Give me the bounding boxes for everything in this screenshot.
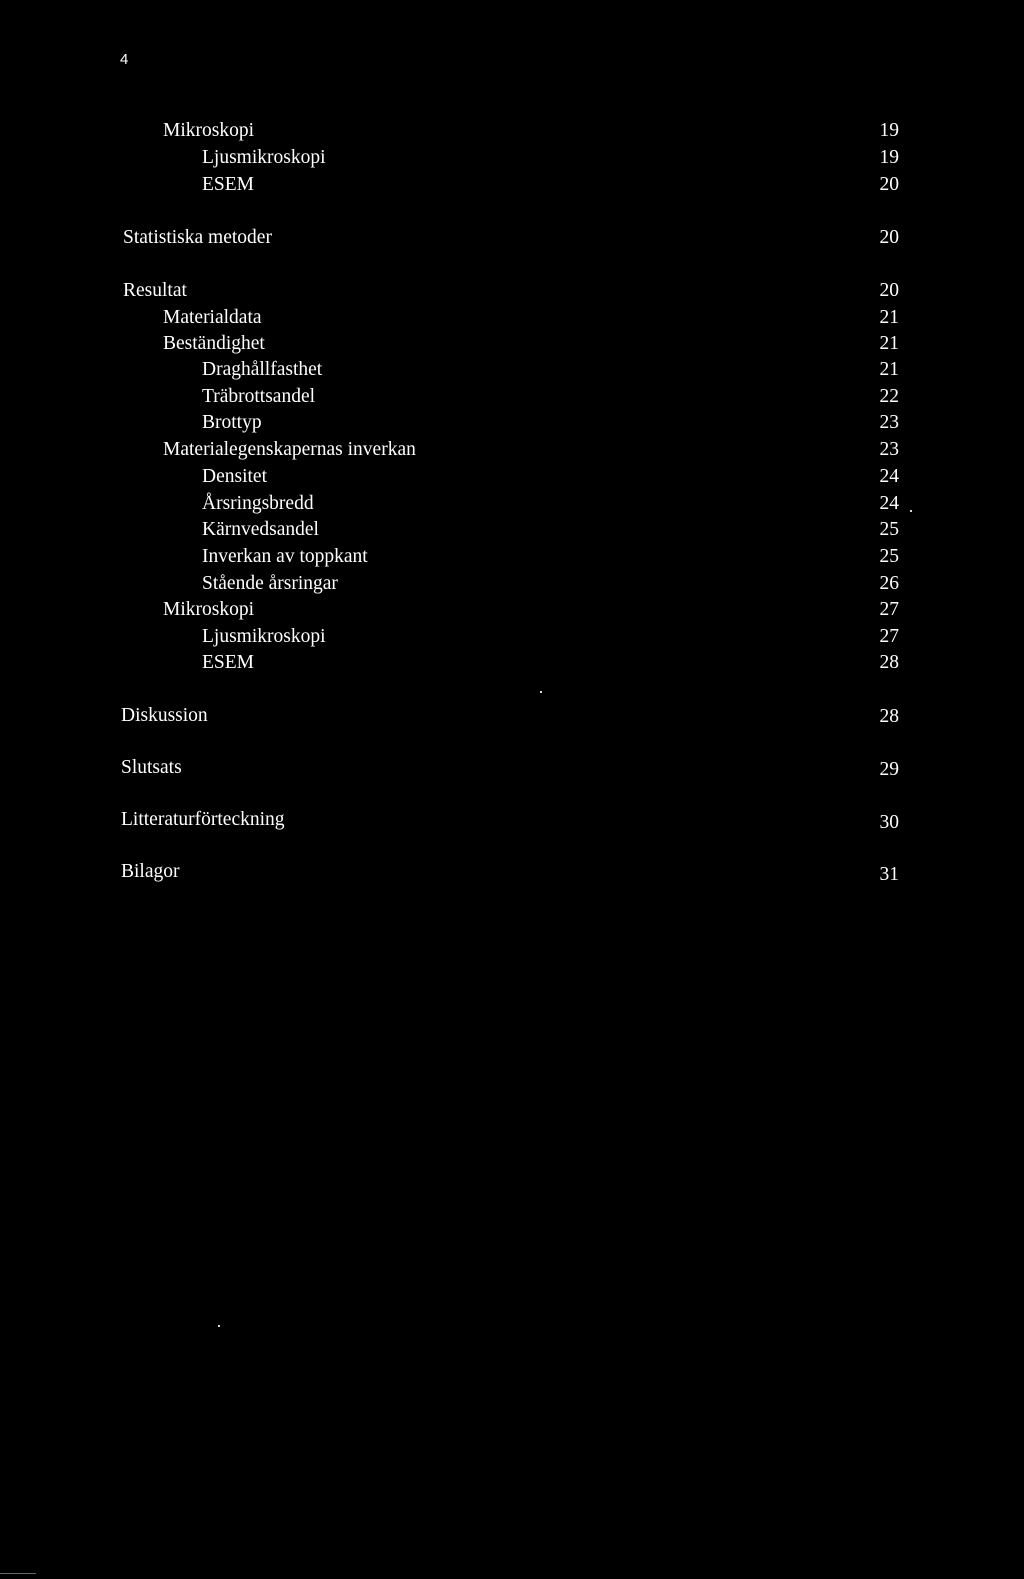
toc-page-number: 28 — [879, 652, 899, 673]
toc-page-number: 31 — [879, 864, 899, 885]
toc-title: Slutsats — [121, 757, 182, 778]
toc-page-number: 27 — [879, 626, 899, 647]
toc-page-number: 21 — [879, 307, 899, 328]
toc-title: Årsringsbredd — [202, 493, 314, 514]
toc-page-number: 24 — [879, 493, 899, 514]
toc-page-number: 21 — [879, 359, 899, 380]
toc-title: Inverkan av toppkant — [202, 546, 368, 567]
toc-page-number: 19 — [879, 147, 899, 168]
toc-title: Träbrottsandel — [202, 386, 316, 407]
toc-title: Litteraturförteckning — [121, 809, 285, 830]
scan-edge-line — [0, 1573, 36, 1574]
toc-page-number: 29 — [879, 759, 899, 780]
toc-page-number: 20 — [879, 280, 899, 301]
toc-title: Ljusmikroskopi — [202, 626, 326, 647]
toc-title: Resultat — [123, 280, 187, 301]
toc-page-number: 28 — [879, 706, 899, 727]
toc-page-number: 24 — [879, 466, 899, 487]
toc-title: ESEM — [202, 652, 255, 673]
toc-title: Draghållfasthet — [202, 359, 323, 380]
toc-page-number: 25 — [879, 546, 899, 567]
toc-page-number: 25 — [879, 519, 899, 540]
toc-page-number: 23 — [879, 412, 899, 433]
toc-page-number: 23 — [879, 439, 899, 460]
toc-title: ESEM — [202, 174, 255, 195]
toc-title: Materialdata — [163, 307, 262, 328]
toc-title: Statistiska metoder — [123, 227, 272, 248]
toc-title: Stående årsringar — [202, 573, 338, 594]
toc-title: Beständighet — [163, 333, 265, 354]
toc-title: Diskussion — [121, 705, 208, 726]
toc-title: Mikroskopi — [163, 120, 255, 141]
toc-title: Densitet — [202, 466, 267, 487]
page-number: 4 — [120, 51, 129, 68]
toc-title: Brottyp — [202, 412, 262, 433]
scan-speck — [218, 1325, 220, 1327]
toc-page-number: 20 — [879, 174, 899, 195]
toc-title: Ljusmikroskopi — [202, 147, 326, 168]
toc-page-number: 21 — [879, 333, 899, 354]
toc-page-number: 30 — [879, 812, 899, 833]
toc-title: Kärnvedsandel — [202, 519, 319, 540]
toc-title: Bilagor — [121, 861, 180, 882]
toc-page-number: 19 — [879, 120, 899, 141]
scan-speck — [910, 510, 912, 512]
scan-speck — [540, 691, 542, 693]
toc-title: Mikroskopi — [163, 599, 255, 620]
toc-title: Materialegenskapernas inverkan — [163, 439, 416, 460]
toc-page-number: 22 — [879, 386, 899, 407]
toc-page-number: 20 — [879, 227, 899, 248]
toc-page-number: 27 — [879, 599, 899, 620]
toc-page-number: 26 — [879, 573, 899, 594]
